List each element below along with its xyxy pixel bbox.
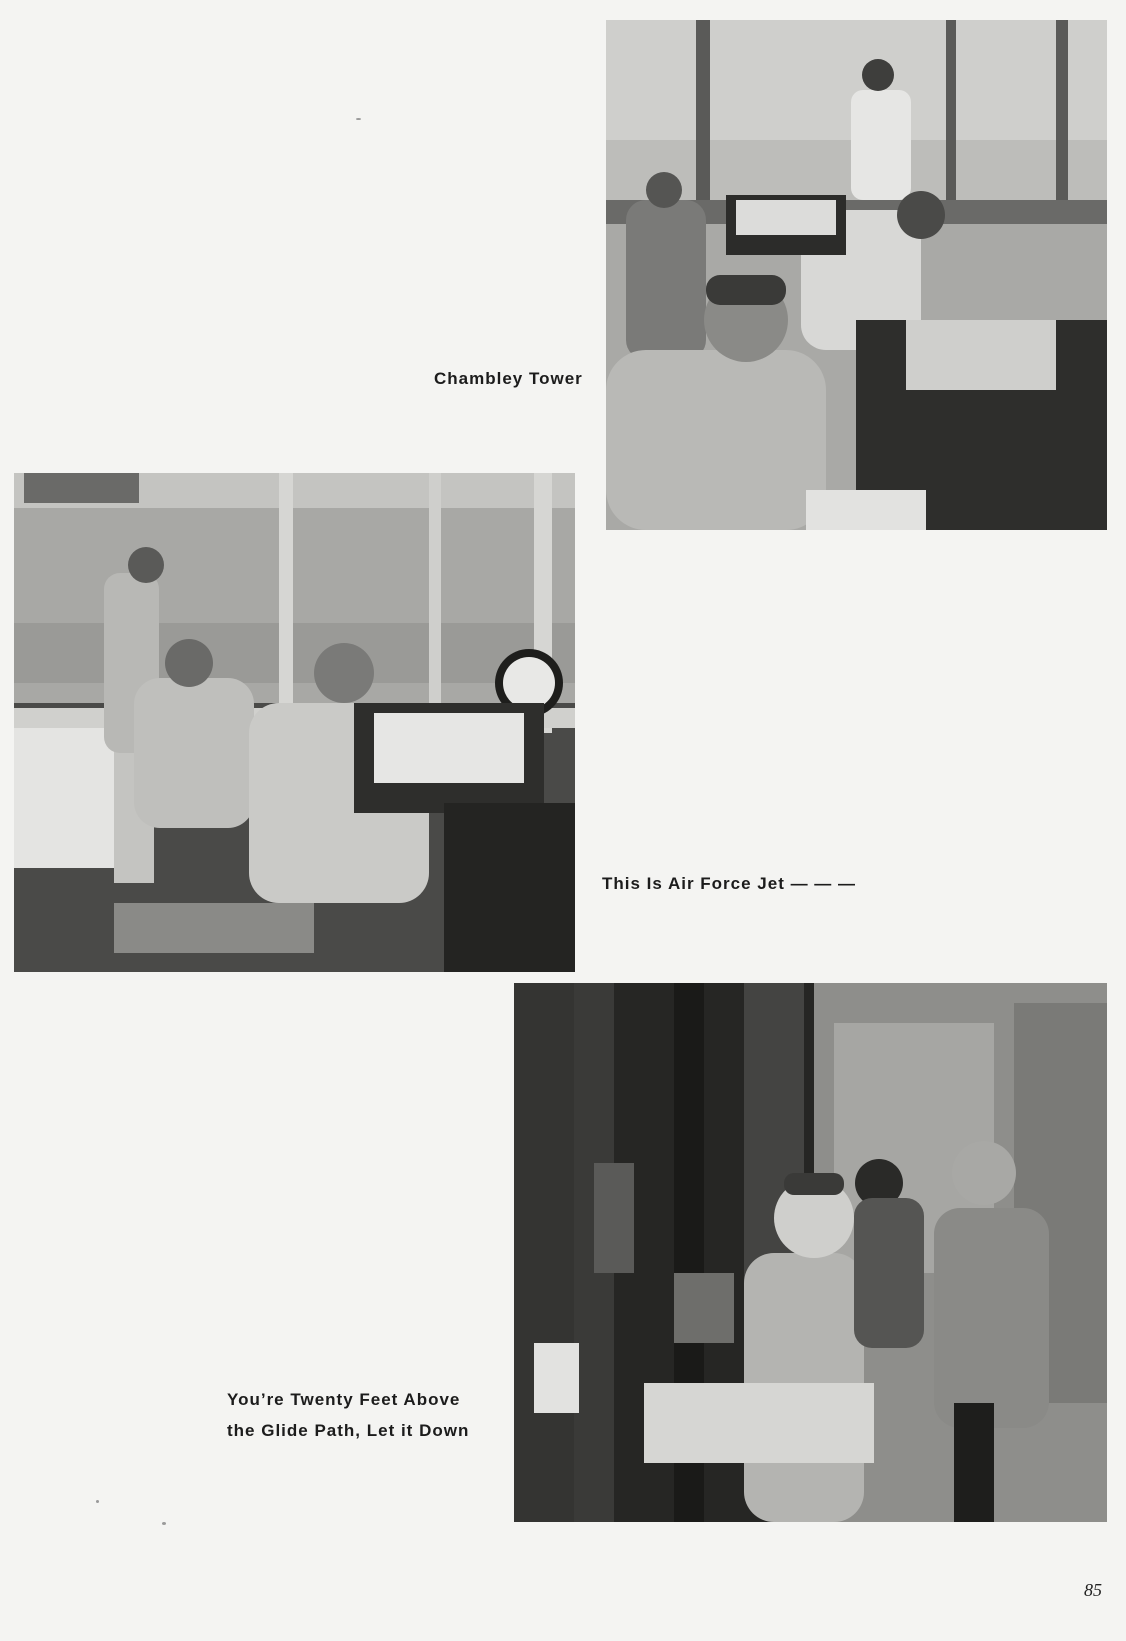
photo-air-force-jet [14,473,575,972]
tower-photo-illustration [606,20,1107,530]
radar-room-photo-illustration [514,983,1107,1522]
caption-glide-path-line1: You’re Twenty Feet Above [227,1390,461,1409]
caption-air-force-jet: This Is Air Force Jet — — — [602,874,857,893]
page-number: 85 [1084,1580,1102,1600]
photo-glide-path [514,983,1107,1522]
operators-photo-illustration [14,473,575,972]
caption-glide-path-line2: the Glide Path, Let it Down [227,1421,470,1440]
caption-chambley-tower: Chambley Tower [434,369,583,388]
paper-speck [356,118,361,120]
paper-speck [162,1522,166,1525]
photo-chambley-tower [606,20,1107,530]
paper-speck [96,1500,99,1503]
